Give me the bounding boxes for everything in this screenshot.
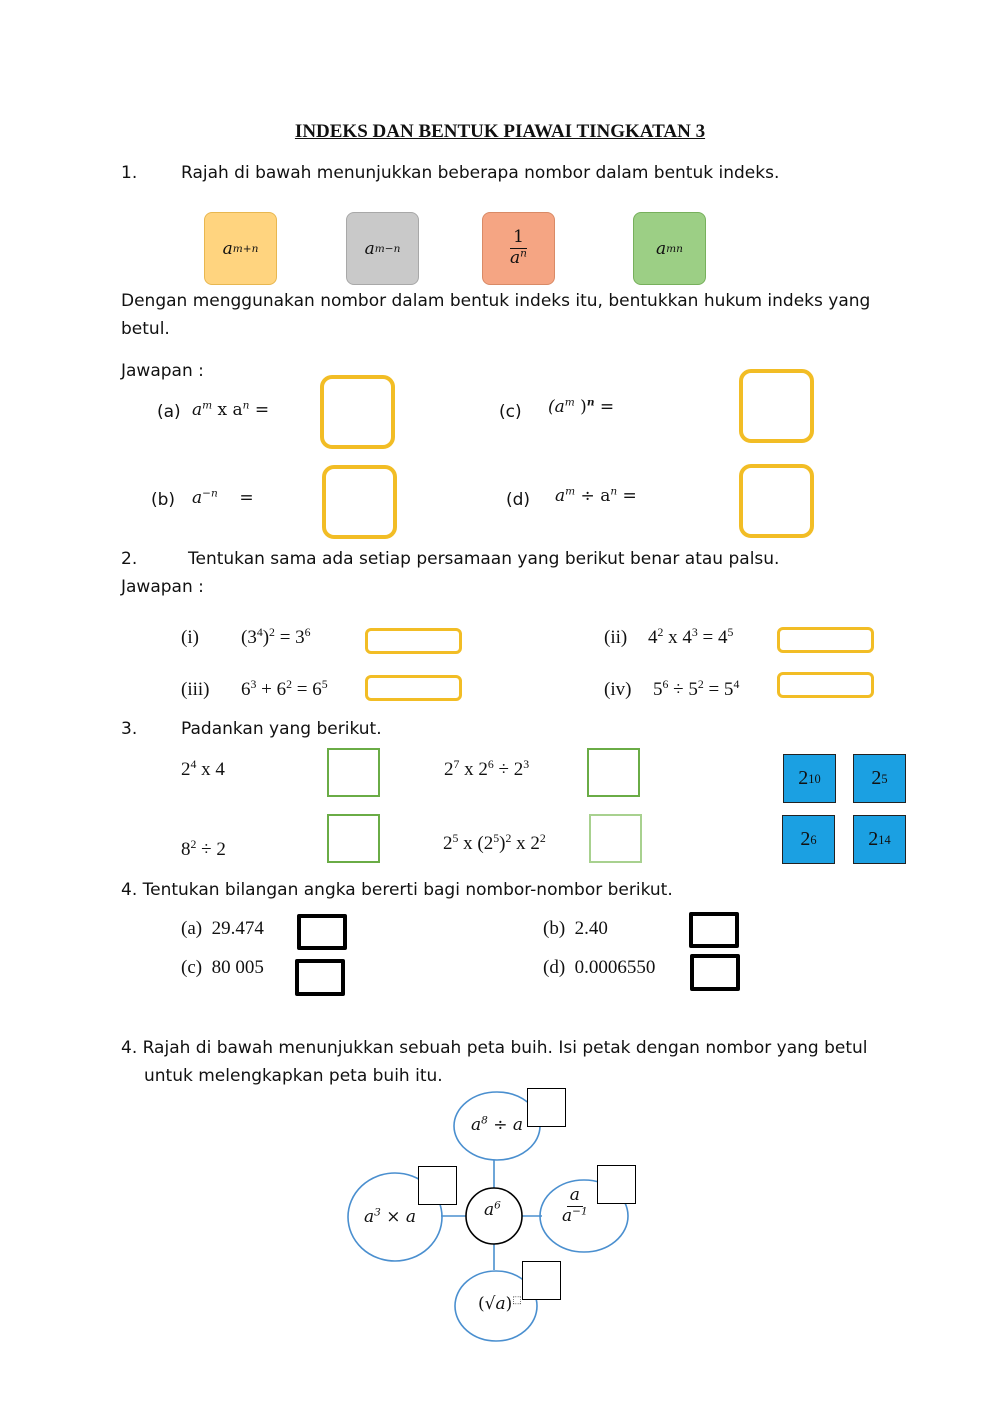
bubble-top-expression: $a^8 \div a$ [471, 1114, 524, 1135]
tile-den-base: a [510, 248, 521, 268]
q1-answer-label: Jawapan : [121, 361, 204, 381]
bubble-top-answer-box[interactable] [527, 1088, 566, 1127]
q1-instruction-line2: betul. [121, 319, 170, 339]
q1a-label: (a) [157, 402, 181, 422]
q5-question-line1: 4. Rajah di bawah menunjukkan sebuah peta buih. Isi petak dengan nombor yang betul [121, 1038, 868, 1058]
q1a-expression: $a^m$ x $a^n$ = [192, 399, 270, 420]
tile-base: a [656, 238, 667, 259]
q2-question: Tentukan sama ada setiap persamaan yang berikut benar atau palsu. [188, 549, 780, 569]
q1b-expression: $a^{-n}$ = [192, 487, 254, 508]
q4-a: (a) 29.474 [181, 918, 264, 939]
q3-option-2-pow-10[interactable]: 2 10 [783, 754, 836, 803]
q2-number: 2. [121, 549, 138, 569]
q2-i-label: (i) [181, 627, 199, 648]
q2-iii-label: (iii) [181, 679, 210, 700]
q5-question-line2: untuk melengkapkan peta buih itu. [144, 1066, 443, 1086]
q4-question: 4. Tentukan bilangan angka bererti bagi nombor-nombor berikut. [121, 880, 673, 900]
q1b-label: (b) [151, 490, 176, 510]
tile-a-m-plus-n[interactable]: a m+n [204, 212, 277, 285]
q2-iv-equation: $5^6 \div 5^2 = 5^4$ [653, 677, 740, 700]
q3-option-2-pow-14[interactable]: 2 14 [853, 815, 906, 864]
q2-ii-label: (ii) [604, 627, 628, 648]
q3-number: 3. [121, 719, 138, 739]
q1-number: 1. [121, 163, 138, 183]
q3-left-expr-1: $2^4$ x 4 [181, 757, 225, 780]
q3-left-expr-2: $8^2 \div 2$ [181, 837, 226, 860]
q3-option-2-pow-6[interactable]: 2 6 [782, 815, 835, 864]
q1c-expression: ($a^m$ )$^n$ = [548, 396, 615, 417]
tile-numerator: 1 [510, 228, 527, 249]
bubble-bottom-expression: (√a)⬚ [478, 1294, 522, 1314]
bubble-left-answer-box[interactable] [418, 1166, 457, 1205]
q1-question: Rajah di bawah menunjukkan beberapa nombor dalam bentuk indeks. [181, 163, 780, 183]
q4-b: (b) 2.40 [543, 918, 608, 939]
tile-base: a [222, 238, 233, 259]
tile-den-exp: n [520, 247, 527, 260]
q3-right-expr-1: $2^7$ x $2^6 \div 2^3$ [444, 757, 530, 780]
q2-ii-equation: $4^2$ x $4^3 = 4^5$ [648, 625, 734, 648]
q2-i-equation: $(3^4)^2 = 3^6$ [241, 625, 311, 648]
q1d-expression: $a^m \div a^n$ = [555, 485, 637, 506]
q3-right-expr-2: $2^5$ x $(2^5)^2$ x $2^2$ [443, 831, 546, 854]
q4-d: (d) 0.0006550 [543, 957, 656, 978]
bubble-bottom-answer-box[interactable] [522, 1261, 561, 1300]
bubble-right-expression: $\frac{a}{a^{-1}}$ [562, 1185, 588, 1226]
q3-option-2-pow-5[interactable]: 2 5 [853, 754, 906, 803]
tile-a-mn[interactable]: a mn [633, 212, 706, 285]
bubble-center-expression: $a^6$ [484, 1199, 501, 1220]
q1c-label: (c) [499, 402, 522, 422]
bubble-right-answer-box[interactable] [597, 1165, 636, 1204]
bubble-left-expression: $a^3 \times a$ [364, 1206, 417, 1227]
tile-a-m-minus-n[interactable]: a m−n [346, 212, 419, 285]
tile-base: a [364, 238, 375, 259]
q2-iv-label: (iv) [604, 679, 632, 700]
q3-question: Padankan yang berikut. [181, 719, 382, 739]
q4-c: (c) 80 005 [181, 957, 264, 978]
q1-instruction-line1: Dengan menggunakan nombor dalam bentuk indeks itu, bentukkan hukum indeks yang [121, 291, 871, 311]
page-title: INDEKS DAN BENTUK PIAWAI TINGKATAN 3 [294, 121, 706, 142]
q2-iii-equation: $6^3 + 6^2 = 6^5$ [241, 677, 328, 700]
q1d-label: (d) [506, 490, 531, 510]
q2-answer-label: Jawapan : [121, 577, 204, 597]
